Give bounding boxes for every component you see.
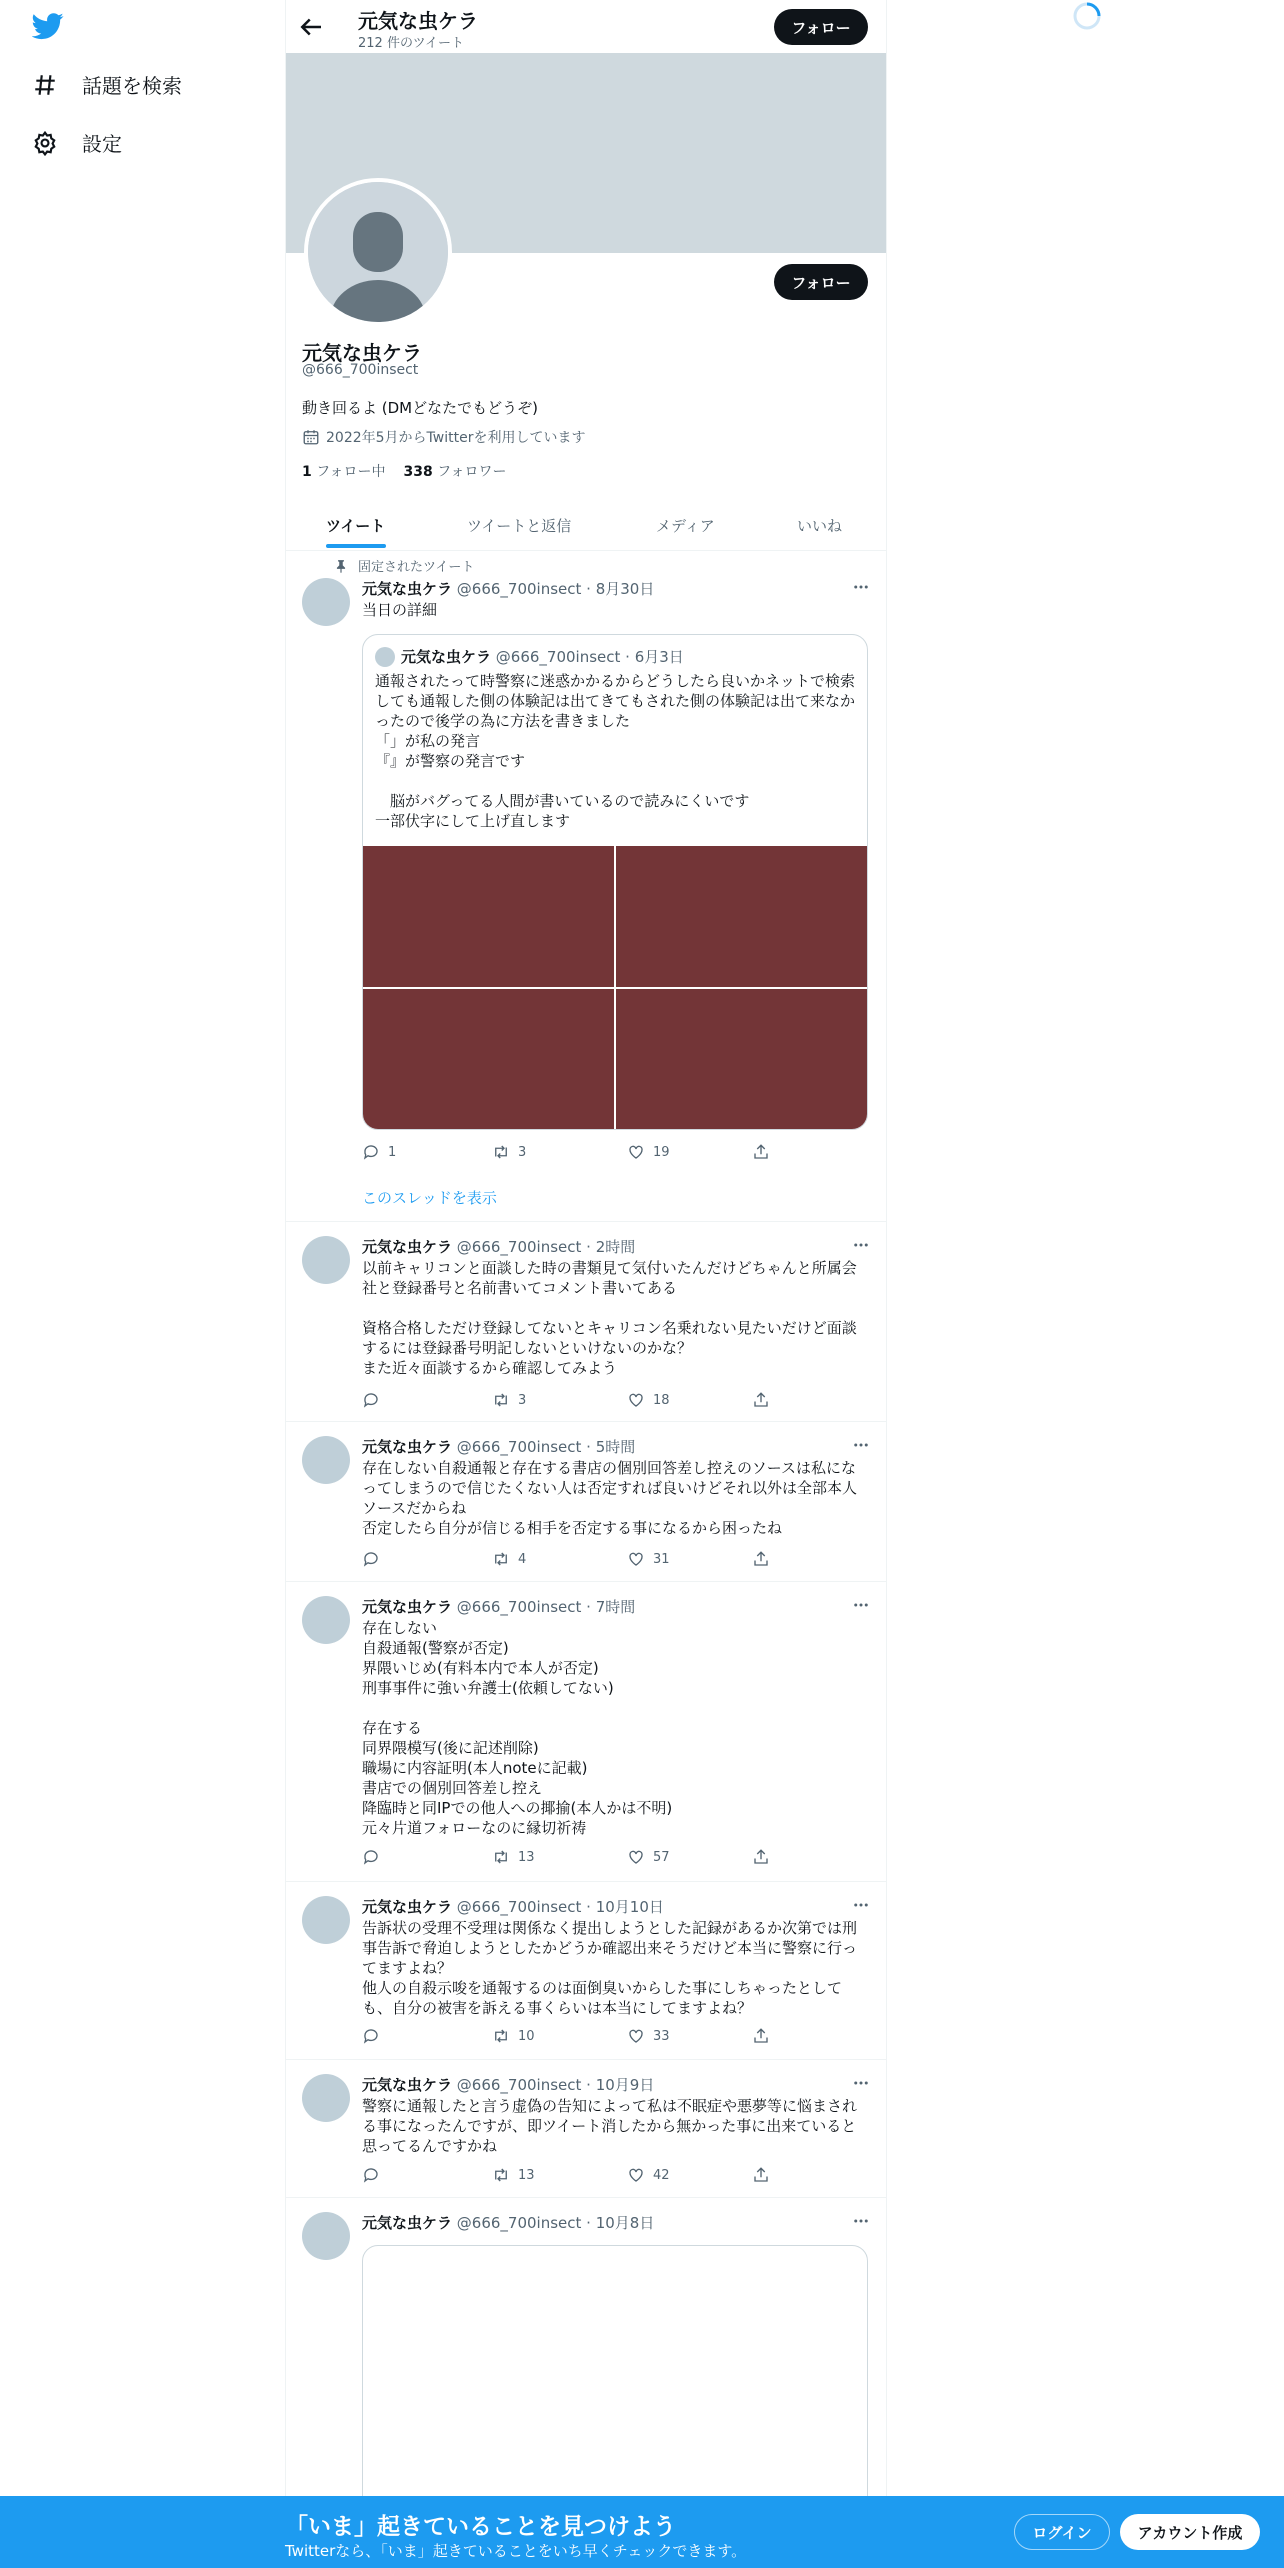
heart-icon bbox=[627, 2166, 645, 2184]
pinned-text: 固定されたツイート bbox=[358, 560, 475, 575]
share-button[interactable] bbox=[752, 2027, 770, 2045]
login-button[interactable]: ログイン bbox=[1014, 2514, 1110, 2550]
retweet-count: 13 bbox=[518, 2167, 535, 2183]
profile-joined bbox=[302, 427, 585, 447]
retweet-count: 3 bbox=[518, 1392, 527, 1408]
tweet-meta: @666_700insect · 8月30日 bbox=[456, 580, 655, 598]
tweet-meta: @666_700insect · 5時間 bbox=[456, 1438, 636, 1456]
heart-icon bbox=[627, 1848, 645, 1866]
more-options-icon[interactable] bbox=[852, 1436, 872, 1456]
twitter-bird-icon[interactable] bbox=[32, 10, 72, 50]
tweet-author-name[interactable]: 元気な虫ケラ bbox=[362, 1598, 453, 1616]
tweet-actions bbox=[362, 2027, 782, 2047]
retweet-count: 3 bbox=[518, 1144, 527, 1160]
quote-image-4[interactable] bbox=[616, 989, 867, 1129]
retweet-button[interactable] bbox=[492, 1550, 526, 1568]
like-button[interactable] bbox=[627, 1143, 670, 1161]
header-follow-button[interactable]: フォロー bbox=[774, 9, 868, 45]
like-button[interactable] bbox=[627, 1848, 670, 1866]
tweet-text: 告訴状の受理不受理は関係なく提出しようとした記録があるか次第では刑事告訴で脅迫しようとしたかどうか確認出来そうだけど本当に警察に行ってますよね？ 他人の自殺示唆を通報するのは面倒臭いからした事にしちゃったとしても、自分の被害を訴える事くらいは本当にしてますよね？ bbox=[362, 1919, 858, 2017]
more-options-icon[interactable] bbox=[852, 1596, 872, 1616]
tweet-avatar[interactable] bbox=[302, 1436, 350, 1484]
followers-label: フォロワー bbox=[437, 464, 507, 480]
heart-icon bbox=[627, 1143, 645, 1161]
tweet-author-name[interactable]: 元気な虫ケラ bbox=[362, 2076, 453, 2094]
show-thread-link[interactable]: このスレッドを表示 bbox=[362, 1189, 497, 1207]
reply-button[interactable] bbox=[362, 1143, 396, 1161]
tweet-meta: @666_700insect · 7時間 bbox=[456, 1598, 636, 1616]
quote-meta: @666_700insect · 6月3日 bbox=[495, 648, 684, 666]
tweet-avatar[interactable] bbox=[302, 2212, 350, 2260]
heart-icon bbox=[627, 1391, 645, 1409]
tweet-meta: @666_700insect · 2時間 bbox=[456, 1238, 636, 1256]
bottom-bar-subtitle: Twitterなら、「いま」起きていることをいち早くチェックできます。 bbox=[285, 2542, 747, 2560]
profile-stats bbox=[302, 461, 507, 481]
retweet-count: 10 bbox=[518, 2028, 535, 2044]
retweet-icon bbox=[492, 1848, 510, 1866]
nav-item-label: 設定 bbox=[82, 132, 122, 156]
like-count: 18 bbox=[653, 1392, 670, 1408]
tweet-meta: @666_700insect · 10月9日 bbox=[456, 2076, 655, 2094]
share-button[interactable] bbox=[752, 1143, 770, 1161]
heart-icon bbox=[627, 2027, 645, 2045]
tweet-header bbox=[362, 1596, 635, 1617]
like-count: 57 bbox=[653, 1849, 670, 1865]
reply-button[interactable] bbox=[362, 1550, 388, 1568]
more-options-icon[interactable] bbox=[852, 578, 872, 598]
retweet-icon bbox=[492, 1391, 510, 1409]
like-button[interactable] bbox=[627, 1391, 670, 1409]
retweet-icon bbox=[492, 2166, 510, 2184]
following-count: 1 bbox=[302, 464, 312, 480]
profile-bio: 動き回るよ (DMどなたでもどうぞ) bbox=[302, 399, 538, 417]
active-tab-indicator bbox=[326, 544, 386, 548]
following-label: フォロー中 bbox=[316, 464, 386, 480]
tweet-text: 以前キャリコンと面談した時の書類見て気付いたんだけどちゃんと所属会社と登録番号と名前書いてコメント書いてある 資格合格しただけ登録してないとキャリコン名乗れない見たいだけど面談するには登録番号明記しないといけないのかな？ また近々面談するから確認してみよう bbox=[362, 1259, 857, 1377]
tweet-meta: @666_700insect · 10月8日 bbox=[456, 2214, 655, 2232]
retweet-button[interactable] bbox=[492, 1848, 535, 1866]
retweet-button[interactable] bbox=[492, 1391, 526, 1409]
header-title: 元気な虫ケラ bbox=[358, 9, 478, 33]
tab-likes[interactable]: いいね bbox=[797, 516, 843, 535]
tweet-text: 警察に通報したと言う虚偽の告知によって私は不眠症や悪夢等に悩まされる事になったんですが、即ツイート消したから無かった事に出来ていると思ってるんですかね bbox=[362, 2097, 858, 2155]
more-options-icon[interactable] bbox=[852, 1896, 872, 1916]
like-button[interactable] bbox=[627, 2027, 670, 2045]
tweet-header bbox=[362, 578, 654, 599]
reply-icon bbox=[362, 1550, 380, 1568]
like-button[interactable] bbox=[627, 1550, 670, 1568]
tweet-author-name[interactable]: 元気な虫ケラ bbox=[362, 1238, 453, 1256]
reply-icon bbox=[362, 1848, 380, 1866]
reply-button[interactable] bbox=[362, 1848, 388, 1866]
retweet-icon bbox=[492, 2027, 510, 2045]
tweet-author-name[interactable]: 元気な虫ケラ bbox=[362, 1438, 453, 1456]
reply-button[interactable] bbox=[362, 2166, 388, 2184]
reply-button[interactable] bbox=[362, 1391, 388, 1409]
calendar-icon bbox=[302, 428, 320, 446]
default-avatar-icon bbox=[308, 182, 448, 322]
like-count: 33 bbox=[653, 2028, 670, 2044]
reply-icon bbox=[362, 1143, 380, 1161]
tweet-actions bbox=[362, 1848, 782, 1868]
follow-button[interactable]: フォロー bbox=[774, 264, 868, 300]
profile-header bbox=[286, 0, 886, 53]
followers-count: 338 bbox=[403, 464, 433, 480]
tweet-avatar[interactable] bbox=[302, 1596, 350, 1644]
tweet-header bbox=[362, 1436, 635, 1457]
tweet-actions bbox=[362, 1391, 782, 1411]
share-icon bbox=[752, 2027, 770, 2045]
like-count: 19 bbox=[653, 1144, 670, 1160]
share-button[interactable] bbox=[752, 2166, 770, 2184]
retweet-icon bbox=[492, 1143, 510, 1161]
joined-text: 2022年5月からTwitterを利用しています bbox=[326, 430, 586, 446]
share-icon bbox=[752, 1848, 770, 1866]
tweet-avatar[interactable] bbox=[302, 578, 350, 626]
tweet-header bbox=[362, 2074, 654, 2095]
quote-avatar bbox=[375, 647, 395, 667]
followers-link[interactable] bbox=[404, 461, 507, 481]
tweet-avatar[interactable] bbox=[302, 1236, 350, 1284]
tweet-header bbox=[362, 1896, 664, 1917]
retweet-count: 13 bbox=[518, 1849, 535, 1865]
reply-icon bbox=[362, 1391, 380, 1409]
share-button[interactable] bbox=[752, 1391, 770, 1409]
quote-image-1[interactable] bbox=[363, 846, 614, 987]
retweet-button[interactable] bbox=[492, 2027, 535, 2045]
tweet-text: 存在しない自殺通報と存在する書店の個別回答差し控えのソースは私になってしまうので信じたくない人は否定すれば良いけどそれ以外は全部本人ソースだからね 否定したら自分が信じる相手を否定する事になるから困ったね bbox=[362, 1459, 858, 1537]
quote-image-3[interactable] bbox=[363, 989, 614, 1129]
profile-handle: @666_700insect bbox=[302, 362, 419, 378]
tweet-count: 212 件のツイート bbox=[358, 36, 465, 51]
more-options-icon[interactable] bbox=[852, 2074, 872, 2094]
quote-text: 通報されたって時警察に迷惑かかるからどうしたら良いかネットで検索しても通報した側の体験記は出てきてもされた側の体験記は出て来なかったので後学の為に方法を書きました 「」が私の発言 『』が警察の発言です 脳がバグってる人間が書いているので読みにくいです 一部伏字にして上げ直します bbox=[375, 672, 856, 830]
tweet-avatar[interactable] bbox=[302, 2074, 350, 2122]
tweet-author-name[interactable]: 元気な虫ケラ bbox=[362, 2214, 453, 2232]
tweet-header bbox=[362, 2212, 654, 2233]
back-arrow-icon[interactable] bbox=[296, 12, 326, 42]
profile-avatar[interactable] bbox=[304, 178, 452, 326]
pinned-label bbox=[334, 556, 474, 575]
reply-icon bbox=[362, 2027, 380, 2045]
tweet-actions bbox=[362, 2166, 782, 2186]
like-button[interactable] bbox=[627, 2166, 670, 2184]
like-count: 31 bbox=[653, 1551, 670, 1567]
heart-icon bbox=[627, 1550, 645, 1568]
share-button[interactable] bbox=[752, 1848, 770, 1866]
nav-item-explore[interactable] bbox=[32, 70, 182, 99]
retweet-count: 4 bbox=[518, 1551, 527, 1567]
more-options-icon[interactable] bbox=[852, 1236, 872, 1256]
tweet-avatar[interactable] bbox=[302, 1896, 350, 1944]
signup-bottom-bar bbox=[0, 2496, 1284, 2568]
tab-tweets[interactable]: ツイート bbox=[326, 516, 386, 535]
tab-tweets-replies[interactable]: ツイートと返信 bbox=[467, 516, 572, 535]
tweet-author-name[interactable]: 元気な虫ケラ bbox=[362, 1898, 453, 1916]
retweet-icon bbox=[492, 1550, 510, 1568]
quote-author-name: 元気な虫ケラ bbox=[401, 648, 492, 666]
pin-icon bbox=[334, 559, 348, 573]
share-icon bbox=[752, 1143, 770, 1161]
retweet-button[interactable] bbox=[492, 1143, 526, 1161]
tweet-actions bbox=[362, 1550, 782, 1570]
loading-spinner-icon bbox=[1071, 0, 1103, 32]
bottom-bar-title: 「いま」起きていることを見つけよう bbox=[285, 2514, 676, 2540]
tweet-text: 当日の詳細 bbox=[362, 601, 438, 619]
share-button[interactable] bbox=[752, 1550, 770, 1568]
retweet-button[interactable] bbox=[492, 2166, 535, 2184]
following-link[interactable] bbox=[302, 461, 386, 481]
hashtag-icon bbox=[32, 72, 58, 98]
nav-item-label: 話題を検索 bbox=[82, 74, 182, 98]
reply-count: 1 bbox=[388, 1144, 397, 1160]
quote-header bbox=[401, 646, 684, 667]
tab-media[interactable]: メディア bbox=[656, 516, 715, 535]
nav-item-settings[interactable] bbox=[32, 128, 122, 157]
quote-image-2[interactable] bbox=[616, 846, 867, 987]
gear-icon bbox=[32, 130, 58, 156]
tweet-meta: @666_700insect · 10月10日 bbox=[456, 1898, 664, 1916]
tweet-text: 存在しない 自殺通報(警察が否定) 界隈いじめ(有料本内で本人が否定) 刑事事件に強い弁護士(依頼してない) 存在する 同界隈模写(後に記述削除) 職場に内容証明(本人noteに記載) 書店での個別回答差し控え 降臨時と同IPでの他人への揶揄(本人かは不明) 元々片道フォローなのに縁切祈祷 bbox=[362, 1619, 673, 1837]
signup-button[interactable]: アカウント作成 bbox=[1120, 2514, 1260, 2550]
quoted-tweet[interactable] bbox=[362, 634, 868, 1130]
tweet-author-name[interactable]: 元気な虫ケラ bbox=[362, 580, 453, 598]
share-icon bbox=[752, 1550, 770, 1568]
share-icon bbox=[752, 1391, 770, 1409]
more-options-icon[interactable] bbox=[852, 2212, 872, 2232]
like-count: 42 bbox=[653, 2167, 670, 2183]
profile-name: 元気な虫ケラ bbox=[302, 341, 422, 365]
tweet-actions bbox=[362, 1143, 782, 1163]
tweet-header bbox=[362, 1236, 635, 1257]
profile-column bbox=[285, 0, 887, 2568]
share-icon bbox=[752, 2166, 770, 2184]
reply-button[interactable] bbox=[362, 2027, 388, 2045]
reply-icon bbox=[362, 2166, 380, 2184]
